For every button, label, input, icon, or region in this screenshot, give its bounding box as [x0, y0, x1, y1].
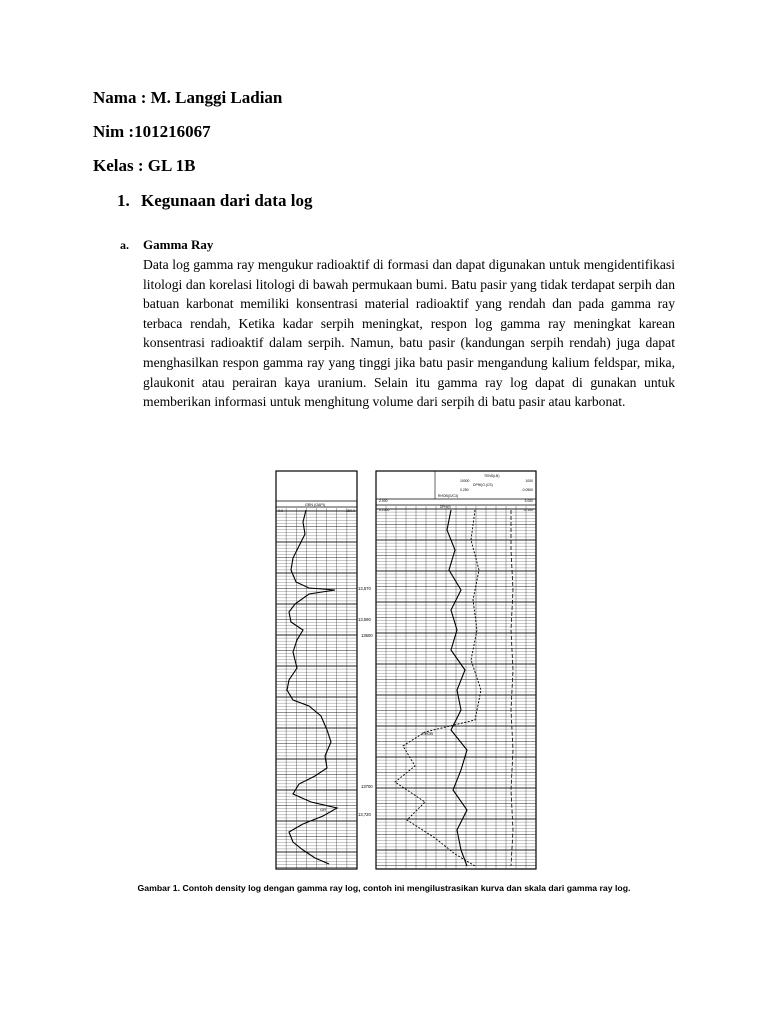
section-heading — [117, 191, 312, 211]
student-id: Nim :101216067 — [93, 122, 211, 141]
left-curve-tag: GR — [320, 807, 326, 812]
depth-label-5: 13,720 — [358, 812, 371, 817]
depth-label-2: 13,590 — [358, 617, 371, 622]
right-header-2-left: 0.250 — [460, 488, 469, 492]
subsection-label: a. — [120, 238, 129, 252]
figure-caption: Gambar 1. Contoh density log dengan gamma ray log, contoh ini mengilustrasikan kurva dan skala dari gamma ray log. — [137, 883, 631, 893]
student-class: Kelas : GL 1B — [93, 156, 196, 175]
depth-label-1: 13,570 — [358, 586, 371, 591]
right-header-4-right: -0.100 — [523, 508, 533, 512]
right-header-2: DPHI(O.(CS) — [473, 483, 493, 487]
right-header-3: RHOB(G/C3) — [438, 494, 458, 498]
right-header-2-right: -0.0500 — [521, 488, 533, 492]
left-scale-min: 0.0 — [278, 509, 283, 513]
gamma-ray-paragraph: Data log gamma ray mengukur radioaktif di formasi dan dapat digunakan untuk mengidentifikasi litologi dan korelasi litologi di bawah permukaan bumi. Batu pasir yang tidak terdapat serpih dan batuan karbonat memiliki konsentrasi material radioaktif yang rendah dan pada gamma ray terbaca rendah, Ketika kadar serpih meningkat, respon log gamma ray meningkat karean konsentrasi radioaktif dalam serpih. Namun, batu pasir (kandungan serpih rendah) juga dapat menghasilkan respon gamma ray yang tinggi jika batu pasir mengandung kalium feldspar, mika, glaukonit atau perairan kaya uranium. Selain itu gamma ray log dapat di gunakan untuk memberikan informasi untuk menghitung volume dari serpih di batu pasir atau karbonat. — [143, 257, 675, 410]
right-curve-tag: RHOB — [422, 732, 433, 736]
subsection-title: Gamma Ray — [143, 237, 214, 252]
right-header-4: DPHI(I) — [440, 505, 451, 509]
right-header-4-left: 0.2500 — [379, 508, 390, 512]
student-name: Nama : M. Langgi Ladian — [93, 88, 283, 107]
left-scale-max: 150.0 — [346, 509, 355, 513]
section-number: 1. — [117, 191, 130, 210]
depth-label-3: 13600 — [361, 633, 373, 638]
depth-label-4: 13700 — [361, 784, 373, 789]
right-header-3-left: 2.000 — [379, 499, 388, 503]
right-header-1-left: 10000 — [460, 479, 470, 483]
section-title: Kegunaan dari data log — [141, 191, 313, 210]
log-figure — [275, 470, 537, 870]
subsection-heading — [120, 237, 213, 253]
left-curve-label: GRN (GAPI) — [305, 503, 325, 507]
right-header-1: TENS(LB) — [484, 474, 500, 478]
right-header-3-right: 3.000 — [524, 499, 533, 503]
right-header-1-right: 1000 — [525, 479, 533, 483]
